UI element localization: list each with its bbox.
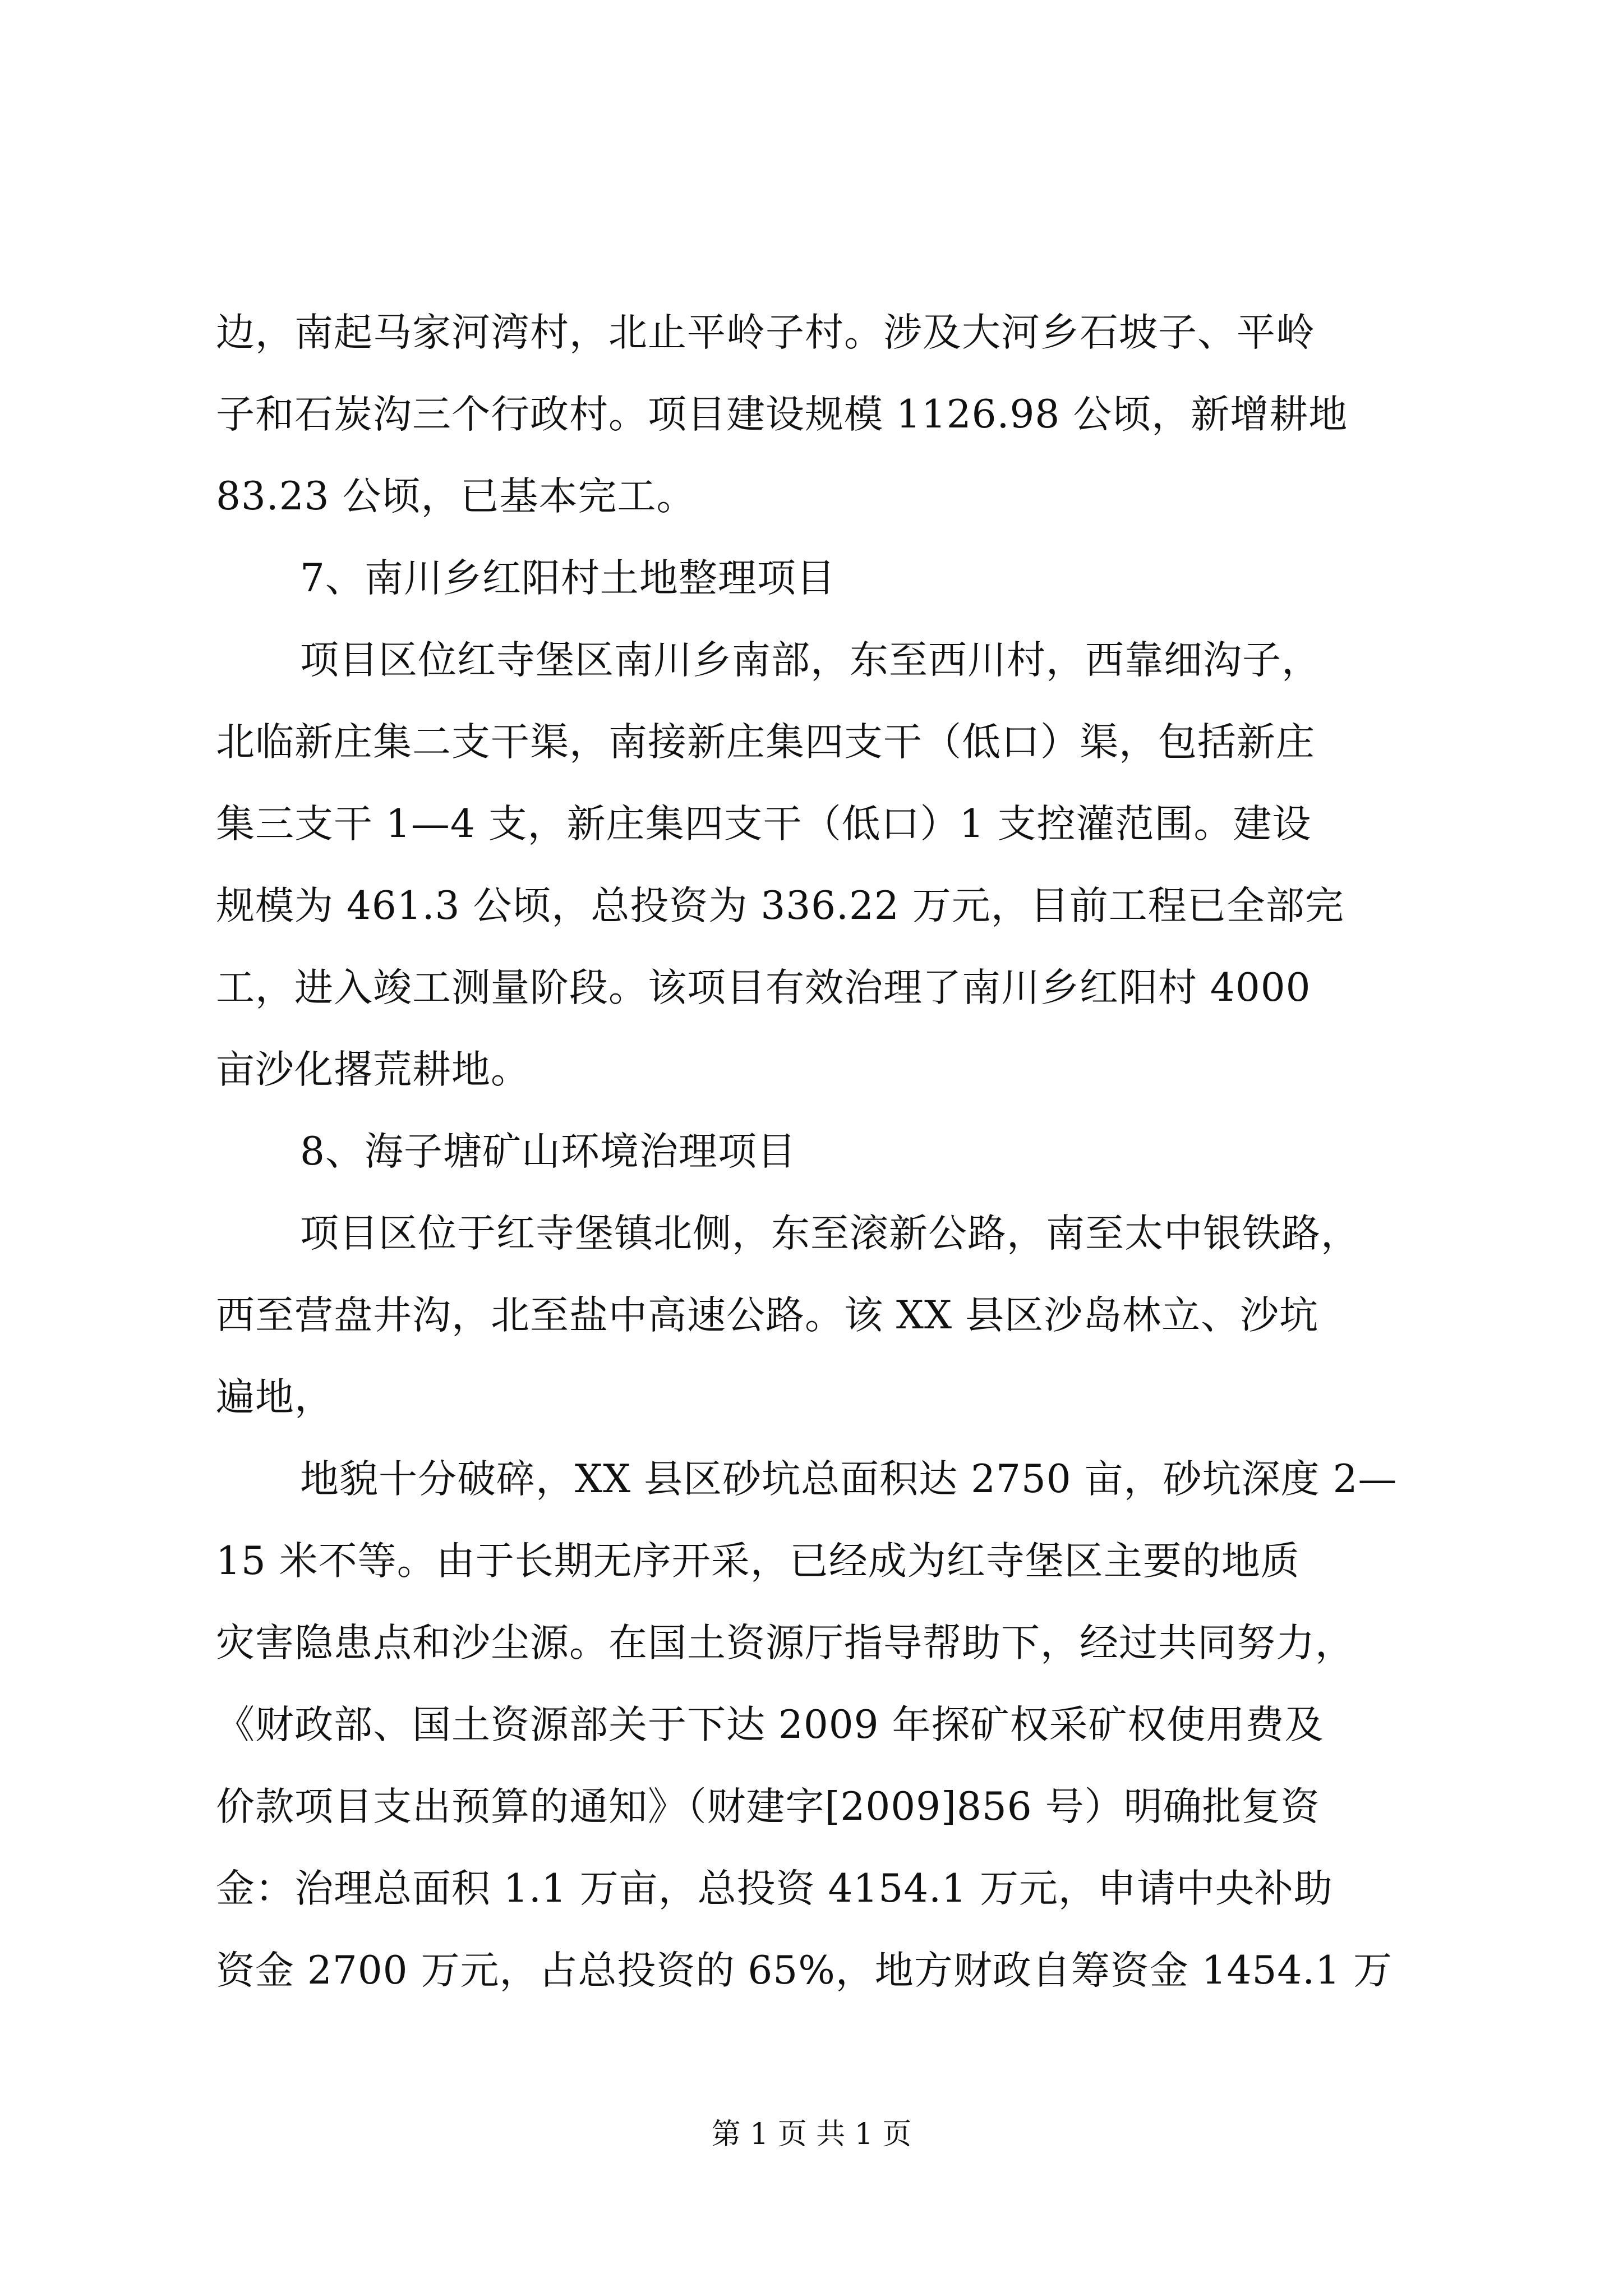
page-footer: 第 1 页 共 1 页	[711, 2118, 912, 2151]
paragraph-line: 资金 2700 万元，占总投资的 65%，地方财政自筹资金 1454.1 万	[216, 1948, 1393, 1993]
paragraph-line: 西至营盘井沟，北至盐中高速公路。该 XX 县区沙岛林立、沙坑	[216, 1293, 1319, 1338]
paragraph-line: 集三支干 1—4 支，新庄集四支干（低口）1 支控灌范围。建设	[216, 802, 1312, 846]
paragraph-line: 灾害隐患点和沙尘源。在国土资源厅指导帮助下，经过共同努力，	[216, 1621, 1354, 1665]
paragraph-line: 价款项目支出预算的通知》（财建字[2009]856 号）明确批复资	[216, 1784, 1320, 1829]
paragraph-line: 《财政部、国土资源部关于下达 2009 年探矿权采矿权使用费及	[216, 1703, 1324, 1747]
paragraph-line: 子和石炭沟三个行政村。项目建设规模 1126.98 公顷，新增耕地	[216, 392, 1348, 437]
section-heading: 8、海子塘矿山环境治理项目	[300, 1129, 796, 1174]
paragraph-line: 83.23 公顷，已基本完工。	[216, 474, 696, 519]
paragraph-line: 规模为 461.3 公顷，总投资为 336.22 万元，目前工程已全部完	[216, 884, 1344, 928]
paragraph-line: 金：治理总面积 1.1 万亩，总投资 4154.1 万元，申请中央补助	[216, 1866, 1333, 1911]
paragraph-line: 项目区位红寺堡区南川乡南部，东至西川村，西靠细沟子，	[300, 638, 1321, 683]
paragraph-line: 亩沙化撂荒耕地。	[216, 1047, 530, 1092]
paragraph-line: 北临新庄集二支干渠，南接新庄集四支干（低口）渠，包括新庄	[216, 720, 1315, 765]
section-heading: 7、南川乡红阳村土地整理项目	[300, 556, 836, 601]
paragraph-line: 项目区位于红寺堡镇北侧，东至滚新公路，南至太中银铁路，	[300, 1211, 1360, 1256]
paragraph-line: 遍地，	[216, 1375, 334, 1420]
document-body	[216, 292, 1422, 2012]
paragraph-line: 工，进入竣工测量阶段。该项目有效治理了南川乡红阳村 4000	[216, 965, 1311, 1010]
paragraph-line: 地貌十分破碎，XX 县区砂坑总面积达 2750 亩，砂坑深度 2—	[300, 1457, 1398, 1502]
paragraph-line: 15 米不等。由于长期无序开采，已经成为红寺堡区主要的地质	[216, 1539, 1300, 1584]
paragraph-line: 边，南起马家河湾村，北止平岭子村。涉及大河乡石坡子、平岭	[216, 310, 1315, 355]
